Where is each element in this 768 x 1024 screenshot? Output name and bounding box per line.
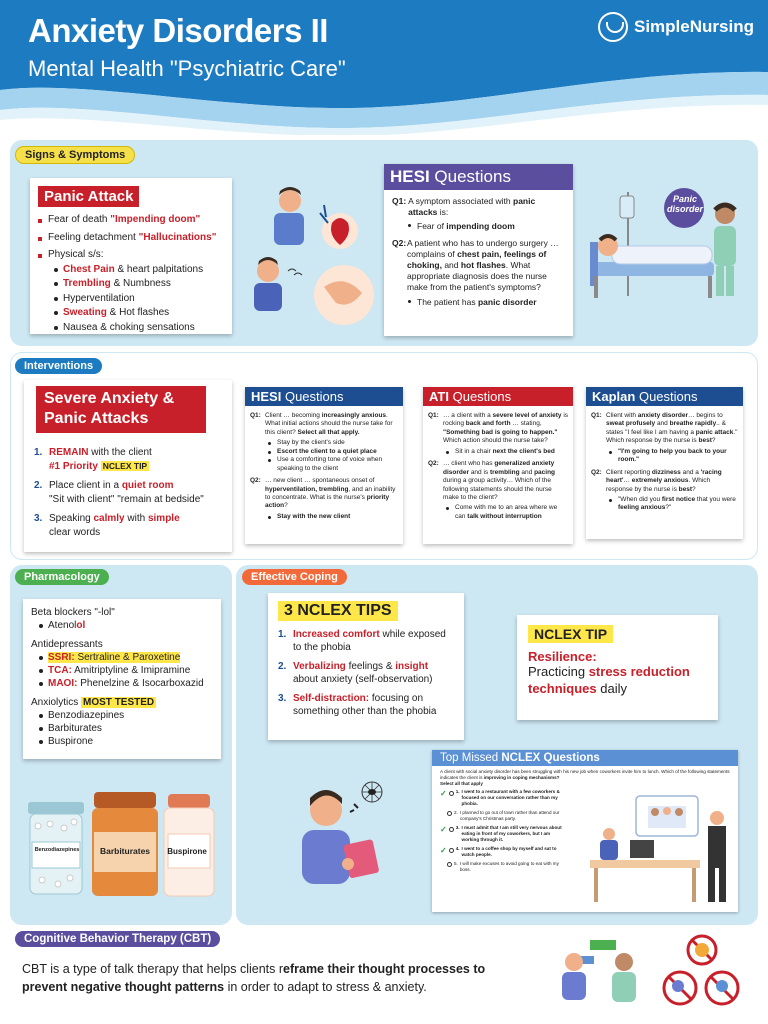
- option-item[interactable]: ✓ 4. I went to a coffee shop by myself and sat to watch people.: [440, 845, 557, 857]
- answer-item: Come with me to an area where we can talk without interruption: [446, 504, 568, 521]
- nclex-tip-card: [517, 615, 718, 720]
- option-item[interactable]: 5. I will make excuses to avoid going to eat with my boss.: [440, 861, 562, 873]
- cbt-description: CBT is a type of talk therapy that helps clients reframe their thought processes to prevent negative thought patterns in order to adapt to stress & anxiety.: [22, 962, 486, 994]
- answer-item: Sit in a chair next the client's bed: [446, 448, 568, 456]
- ati-questions-card: [423, 387, 573, 544]
- bottle-label-barbiturates: Barbiturates: [99, 846, 151, 856]
- select-all-label: Select all that apply: [440, 780, 483, 786]
- list-item: Sweating & Hot flashes: [54, 306, 224, 321]
- hesi-body-1: Q1: A symptom associated with panic attacks is: Fear of impending doom Q2: A patient who has to undergo surgery … complains of chest pain, feelings of choking, and hot flashes. What appropriate diagnosis does the nurse make from the patient's symptoms? The patient has panic disorder: [384, 190, 573, 310]
- kaplan-questions-card: [586, 387, 743, 539]
- brand-logo: [598, 12, 754, 42]
- ati-header: ATI Questions: [423, 387, 573, 406]
- list-item: 2. Place client in a quiet room "Sit with client" "remain at bedside": [34, 480, 204, 505]
- list-item: Barbiturates: [39, 722, 213, 735]
- list-item: 1. Increased comfort while exposed to the phobia: [278, 629, 446, 653]
- phobia-reading-boy-illustration: [290, 776, 412, 892]
- page-title: Anxiety Disorders II: [28, 12, 328, 49]
- answer-item: Escort the client to a quiet place: [268, 448, 398, 456]
- list-item: Nausea & choking sensations: [54, 321, 224, 336]
- medication-bottles-illustration: [24, 790, 220, 900]
- kaplan-body: Q1: Client with anxiety disorder… begins to sweat profusely and breathe rapidly.. & states "I feel like I am having a panic attack." Which response by the nurse is best? "I'm going to help you back to your room." Q2: Client reporting dizziness and a 'racing heart'… extremely anxious. Which response by the nurse is best? "When did you first notice that you were feeling anxious?": [591, 412, 738, 512]
- effective-coping-pill: Effective Coping: [242, 569, 347, 585]
- kaplan-header: Kaplan Questions: [586, 387, 743, 406]
- answer-item: "I'm going to help you back to your room.": [609, 448, 738, 465]
- beta-blockers-label: Beta blockers "-lol": [31, 607, 115, 618]
- nclex-tip-title: NCLEX TIP: [528, 625, 613, 643]
- hesi-header-1: HESI Questions: [384, 164, 573, 190]
- bottle-label-buspirone: Buspirone: [167, 847, 207, 856]
- list-item: MAOI: Phenelzine & Isocarboxazid: [39, 677, 213, 690]
- ati-body: Q1: … a client with a severe level of anxiety is rocking back and forth … stating, "Something bad is going to happen." Which action should the nurse take? Sit in a chair next the client's bed Q2: … client who has generalized anxiety disorder and is trembling and pacing during a group activity… Which of the following statements should the nurse make to the client? Come with me to an area where we can talk without interruption: [428, 412, 569, 520]
- list-item: 3. Self-distraction: focusing on something other than the phobia: [278, 693, 437, 717]
- list-item: Physical s/s: Chest Pain & heart palpitations Trembling & Numbness Hyperventilation Sweating & Hot flashes Nausea & choking sensations: [38, 248, 224, 335]
- top-missed-header: Top Missed NCLEX Questions: [432, 750, 738, 766]
- panic-list: [38, 213, 224, 335]
- list-item: Buspirone: [39, 735, 213, 748]
- office-scene-illustration: [590, 790, 732, 908]
- list-item: Chest Pain & heart palpitations: [54, 263, 224, 278]
- list-item: SSRI: Sertraline & Paroxetine: [39, 651, 213, 664]
- hesi-questions-card-1: [384, 164, 573, 336]
- answer-item: The patient has panic disorder: [408, 297, 565, 308]
- list-item: TCA: Amitriptyline & Imipramine: [39, 664, 213, 677]
- severe-anxiety-card: [24, 380, 232, 552]
- answer-item: Stay with the new client: [268, 513, 398, 521]
- top-missed-card: [432, 750, 738, 912]
- nclex-tips-card: [268, 593, 464, 740]
- answer-item: Fear of impending doom: [408, 221, 565, 232]
- list-item: Atenolol: [39, 619, 213, 632]
- hesi-body-2: Q1: Client … becoming increasingly anxious. What initial actions should the nurse take for this client? Select all that apply. Stay by the client's side Escort the client to a quiet place Use a comforting tone of voice when speaking to the client Q2: … new client … spontaneous onset of hyperventilation, trembling, and an inability to concentrate. What is the nurse's priority action? Stay with the new client: [245, 406, 403, 523]
- question-stem: A client with social anxiety disorder has been struggling with his new job when coworkers invite him to lunch. Which of the following statements indicates the client is improving in coping mechanisms?: [440, 769, 730, 780]
- list-item: Benzodiazepines: [39, 709, 213, 722]
- list-item: 2. Verbalizing feelings & insight about anxiety (self-observation): [278, 661, 433, 685]
- logo-icon: [598, 12, 628, 42]
- interventions-list: [34, 446, 224, 545]
- answer-item: "When did you first notice that you were feeling anxious?": [609, 496, 738, 513]
- panic-attack-title: Panic Attack: [38, 186, 139, 207]
- severe-anxiety-title: Severe Anxiety & Panic Attacks: [36, 386, 206, 433]
- logo-text: SimpleNursing: [634, 17, 754, 36]
- list-item: 1. REMAIN with the client #1 Priority NCLEX TIP: [34, 447, 152, 472]
- resilience-text: Practicing stress reduction techniques daily: [528, 664, 690, 696]
- cbt-illustration: [556, 934, 756, 1012]
- option-item[interactable]: 2. I planned to go out of town rather than attend our company's Christmas party.: [440, 810, 562, 822]
- anxiolytics-label: Anxiolytics MOST TESTED: [31, 697, 155, 708]
- page-subtitle: Mental Health "Psychiatric Care": [28, 56, 346, 81]
- list-item: Feeling detachment "Hallucinations": [38, 231, 224, 246]
- answer-item: Use a comforting tone of voice when speaking to the client: [268, 456, 398, 473]
- antidepressants-label: Antidepressants: [31, 639, 103, 650]
- nclex-tips-list: [278, 628, 454, 718]
- header-banner: [0, 0, 768, 135]
- cbt-pill: Cognitive Behavior Therapy (CBT): [15, 931, 220, 947]
- option-item[interactable]: ✓ 3. I must admit that I am still very nervous about eating in front of my coworkers, but I am working through it.: [440, 824, 562, 842]
- resilience-label: Resilience:: [528, 649, 597, 664]
- options-list: [440, 789, 562, 873]
- signs-pill: Signs & Symptoms: [15, 146, 135, 164]
- list-item: Fear of death "Impending doom": [38, 213, 224, 228]
- pharmacology-card: [23, 599, 221, 759]
- panic-disorder-bubble: Panic disorder: [666, 194, 703, 214]
- panic-attack-card: [30, 178, 232, 334]
- list-item: Trembling & Numbness: [54, 277, 224, 292]
- bottle-label-benzodiazepines: Benzodiazepines: [34, 847, 80, 853]
- option-item[interactable]: ✓ 1. I went to a restaurant with a few coworkers & focused on our conversation rather than my phobia.: [440, 788, 560, 806]
- pharmacology-pill: Pharmacology: [15, 569, 109, 585]
- interventions-pill: Interventions: [15, 358, 102, 374]
- chest-pain-illustration: [240, 183, 380, 331]
- hesi-header-2: HESI Questions: [245, 387, 403, 406]
- list-item: Hyperventilation: [54, 292, 224, 307]
- list-item: 3. Speaking calmly with simple clear words: [34, 513, 180, 538]
- nclex-tips-title: 3 NCLEX TIPS: [278, 601, 398, 621]
- answer-item: Stay by the client's side: [268, 439, 398, 447]
- hesi-questions-card-2: [245, 387, 403, 544]
